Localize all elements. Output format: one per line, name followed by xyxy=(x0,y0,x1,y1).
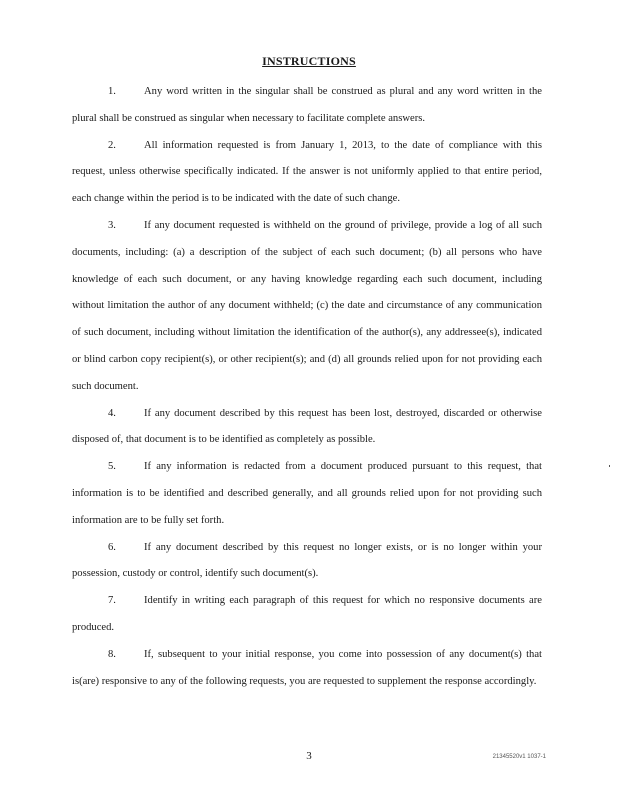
instructions-body xyxy=(72,79,542,695)
paragraph-text: Identify in writing each paragraph of this request for which no responsive documents are produced. xyxy=(72,595,542,633)
paragraph-text: If any document described by this request has been lost, destroyed, discarded or otherwise disposed of, that document is to be identified as completely as possible. xyxy=(72,407,542,446)
paragraph-number: 8. xyxy=(108,648,116,660)
paragraph-number: 2. xyxy=(108,139,116,151)
paragraph-number: 6. xyxy=(108,541,116,553)
paragraph-text: If any information is redacted from a document produced pursuant to this request, that information is to be identified and described generally, and all grounds relied upon for not providing such information are to be fully set forth. xyxy=(72,461,542,526)
paragraph-number: 7. xyxy=(108,595,116,607)
instruction-paragraph-4 xyxy=(72,401,542,455)
instruction-paragraph-8 xyxy=(72,642,542,696)
paragraph-number: 4. xyxy=(108,407,116,419)
instruction-paragraph-1 xyxy=(72,79,542,133)
document-title: INSTRUCTIONS xyxy=(262,54,356,68)
paragraph-text: If, subsequent to your initial response, you come into possession of any document(s) that is(are) responsive to any of the following requests, you are requested to supplement the response accordingly. xyxy=(72,648,542,687)
paragraph-text: Any word written in the singular shall be construed as plural and any word written in the plural shall be construed as singular when necessary to facilitate complete answers. xyxy=(72,86,542,124)
instruction-paragraph-2 xyxy=(72,133,542,213)
document-id: 21345520v1 1037-1 xyxy=(492,754,546,760)
paragraph-text: If any document described by this request no longer exists, or is no longer within your possession, custody or control, identify such document(s). xyxy=(72,541,542,580)
page-number: 3 xyxy=(306,750,312,762)
paragraph-text: If any document requested is withheld on the ground of privilege, provide a log of all such documents, including: (a) a description of the subject of each such document; (b) all persons who have knowledge of each such document, or any having knowledge regarding each such document, including without limitation the author of any document withheld; (c) the date and circumstance of any communication of such document, including without limitation the identification of the author(s), any addressee(s), indicated or blind carbon copy recipient(s), or other recipient(s); and (d) all grounds relied upon for not providing each such document. xyxy=(72,219,542,392)
paragraph-number: 3. xyxy=(108,219,116,231)
paragraph-number: 1. xyxy=(108,86,116,97)
paragraph-text: All information requested is from January 1, 2013, to the date of compliance with this request, unless otherwise specifically indicated. If the answer is not uniformly applied to that entire period, each change within the period is to be indicated with the date of such change. xyxy=(72,139,542,205)
instruction-paragraph-7 xyxy=(72,588,542,642)
instruction-paragraph-5 xyxy=(72,454,542,534)
paragraph-number: 5. xyxy=(108,461,116,473)
instruction-paragraph-3 xyxy=(72,213,542,401)
instruction-paragraph-6 xyxy=(72,535,542,589)
margin-mark xyxy=(609,465,610,467)
